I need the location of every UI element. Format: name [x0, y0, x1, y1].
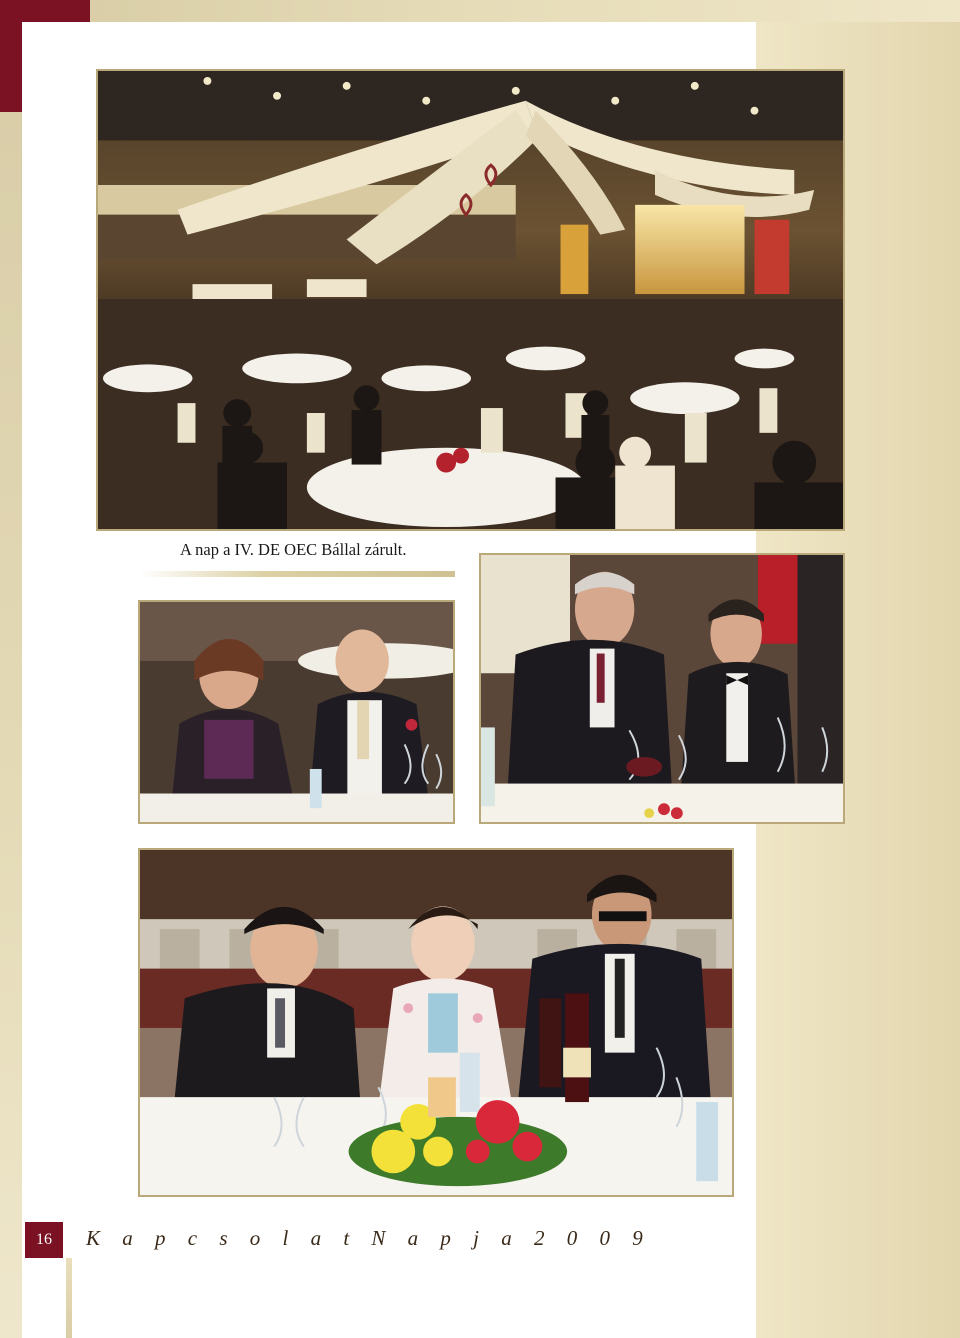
footer-divider	[66, 1258, 72, 1338]
left-decorative-band	[0, 0, 22, 1338]
page-number: 16	[25, 1222, 63, 1258]
ballroom-overview-photo	[96, 69, 845, 531]
corner-accent-vertical	[0, 0, 22, 112]
couple-at-table-photo	[138, 600, 455, 824]
three-young-guests-photo	[138, 848, 734, 1197]
two-men-talking-photo	[479, 553, 845, 824]
caption-underline	[138, 571, 455, 577]
photo-caption: A nap a IV. DE OEC Bállal zárult.	[180, 540, 407, 559]
publication-title: K a p c s o l a t N a p j a 2 0 0 9	[86, 1226, 652, 1250]
top-decorative-band	[0, 0, 960, 22]
